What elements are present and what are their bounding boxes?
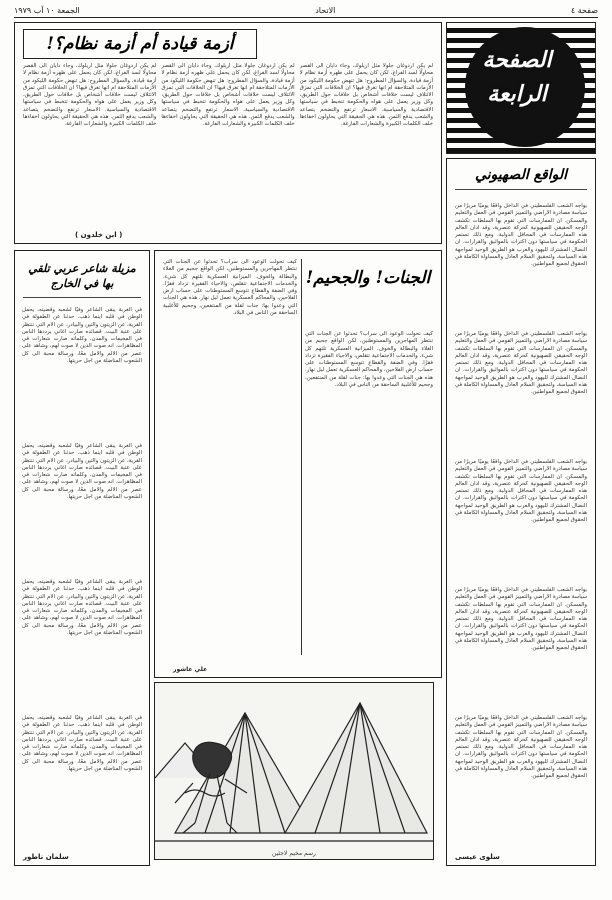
crisis-headline: أزمة قيادة أم أزمة نظام؟! bbox=[46, 34, 234, 54]
crisis-body bbox=[23, 63, 433, 244]
crisis-text-col: لم يكن أردوغان جلولًا مثل أريلوك، وجاء دايان الى القصر محاولًا لسد الفراغ، لكن كان يحمل على ظهره أزمة نظام لا أزمة قيادة، والسؤال المطروح: هل تنهض حكومة الليكود من الأزمات المتلاحقة ام انها تغرق فيها؟ ان الخلافات التي تمزق الائتلاف ليست خلافات أشخاص بل خلافات حول الطريق، وكل وزير يعمل على هواه والحكومة تتخبط في سياستها الاقتصادية والسياسية. الاسعار ترتفع والتضخم يتصاعد والشعب يدفع الثمن. هذه هي الحقيقة التي يحاولون اخفاءها خلف الكلمات الكبيرة والشعارات الفارغة. bbox=[299, 63, 433, 128]
page-header bbox=[14, 4, 598, 16]
masthead-title: الصفحة الرابعة bbox=[482, 47, 552, 107]
poet-text: في الغربة يبقى الشاعر وفيًا لشعبه وقضيته، يحمل الوطن في قلبه اينما ذهب. حدثنا عن الطفولة في القرية، عن الزيتون والتين والبيادر، عن الام التي تنتظر على عتبة البيت. قصائده صارت اغاني يرددها الناس في المخيمات والمدن، وكلماته صارت شعارات في المظاهرات. انه صوت الذين لا صوت لهم، وشاهد على عصر من الالم والامل معًا، ورسالة محبة الى كل الشعوب المناضلة من اجل حريتها. bbox=[22, 443, 142, 501]
cartoon-caption: رسم مخيم لاجئين bbox=[272, 850, 316, 857]
reality-rule bbox=[455, 189, 587, 190]
article-reality bbox=[446, 158, 596, 866]
masthead bbox=[446, 22, 596, 154]
cartoon-illustration bbox=[154, 682, 434, 860]
page-number: صفحة ٤ bbox=[570, 5, 598, 15]
paradise-author: علي عاشور bbox=[173, 666, 208, 673]
crisis-text-col: لم يكن أردوغان جلولًا مثل أريلوك، وجاء دايان الى القصر محاولًا لسد الفراغ، لكن كان يحمل على ظهره أزمة نظام لا أزمة قيادة، والسؤال المطروح: هل تنهض حكومة الليكود من الأزمات المتلاحقة ام انها تغرق فيها؟ ان الخلافات التي تمزق الائتلاف ليست خلافات أشخاص بل خلافات حول الطريق، وكل وزير يعمل على هواه والحكومة تتخبط في سياستها الاقتصادية والسياسية. الاسعار ترتفع والتضخم يتصاعد والشعب يدفع الثمن. هذه هي الحقيقة التي يحاولون اخفاءها خلف الكلمات الكبيرة والشعارات الفارغة. bbox=[23, 63, 157, 128]
article-paradise bbox=[154, 250, 442, 678]
poet-text: في الغربة يبقى الشاعر وفيًا لشعبه وقضيته، يحمل الوطن في قلبه اينما ذهب. حدثنا عن الطفولة في القرية، عن الزيتون والتين والبيادر، عن الام التي تنتظر على عتبة البيت. قصائده صارت اغاني يرددها الناس في المخيمات والمدن، وكلماته صارت شعارات في المظاهرات. انه صوت الذين لا صوت لهم، وشاهد على عصر من الالم والامل معًا، ورسالة محبة الى كل الشعوب المناضلة من اجل حريتها. bbox=[22, 715, 142, 773]
poet-text: في الغربة يبقى الشاعر وفيًا لشعبه وقضيته، يحمل الوطن في قلبه اينما ذهب. حدثنا عن الطفولة في القرية، عن الزيتون والتين والبيادر، عن الام التي تنتظر على عتبة البيت. قصائده صارت اغاني يرددها الناس في المخيمات والمدن، وكلماته صارت شعارات في المظاهرات. انه صوت الذين لا صوت لهم، وشاهد على عصر من الالم والامل معًا، ورسالة محبة الى كل الشعوب المناضلة من اجل حريتها. bbox=[22, 307, 142, 365]
tent-camp-drawing bbox=[155, 683, 433, 859]
article-crisis bbox=[14, 22, 442, 244]
poet-text: في الغربة يبقى الشاعر وفيًا لشعبه وقضيته، يحمل الوطن في قلبه اينما ذهب. حدثنا عن الطفولة في القرية، عن الزيتون والتين والبيادر، عن الام التي تنتظر على عتبة البيت. قصائده صارت اغاني يرددها الناس في المخيمات والمدن، وكلماته صارت شعارات في المظاهرات. انه صوت الذين لا صوت لهم، وشاهد على عصر من الالم والامل معًا، ورسالة محبة الى كل الشعوب المناضلة من اجل حريتها. bbox=[22, 579, 142, 637]
reality-text: يواجه الشعب الفلسطيني في الداخل واقعًا يوميًا مريرًا من سياسة مصادرة الاراضي والتمييز القومي في العمل والتعليم والمسكن. ان الممارسات التي تقوم بها السلطات تكشف الوجه الحقيقي للصهيونية كحركة عنصرية، وقد ادان العالم هذه الممارسات في المحافل الدولية. ومع ذلك تستمر الحكومة في سياستها دون اكتراث بالمواثيق والقرارات. ان النضال المشترك لليهود والعرب هو الطريق الوحيد لمواجهة هذه السياسة، ولتحقيق السلام العادل والمساواة الكاملة في الحقوق لجميع المواطنين. bbox=[455, 203, 587, 268]
reality-author: سلوى عيسى bbox=[455, 853, 500, 861]
paradise-text: كيف تحولت الوعود الى سراب؟ تحدثوا عن الجنات التي تنتظر المهاجرين والمستوطنين، لكن الواقع جحيم من الغلاء والبطالة والخوف. الميزانية العسكرية تلتهم كل شيء، والخدمات الاجتماعية تتقلص، والاحياء الفقيرة تزداد فقرًا. وفي الضفة والقطاع تتوسع المستوطنات على حساب ارض الفلاحين، والمحاكم العسكرية تعمل ليل نهار. هذه هي الجنات التي وعدوا بها: جنات لقلة من المنتفعين، وجحيم للأغلبية الساحقة من الناس في البلاد. bbox=[305, 331, 433, 389]
paper-name: الاتحاد bbox=[315, 5, 336, 15]
crisis-text-col: لم يكن أردوغان جلولًا مثل أريلوك، وجاء دايان الى القصر محاولًا لسد الفراغ، لكن كان يحمل على ظهره أزمة نظام لا أزمة قيادة، والسؤال المطروح: هل تنهض حكومة الليكود من الأزمات المتلاحقة ام انها تغرق فيها؟ ان الخلافات التي تمزق الائتلاف ليست خلافات أشخاص بل خلافات حول الطريق، وكل وزير يعمل على هواه والحكومة تتخبط في سياستها الاقتصادية والسياسية. الاسعار ترتفع والتضخم يتصاعد والشعب يدفع الثمن. هذه هي الحقيقة التي يحاولون اخفاءها خلف الكلمات الكبيرة والشعارات الفارغة. bbox=[161, 63, 295, 128]
poet-author: سلمان ناطور bbox=[23, 853, 69, 861]
poet-rule bbox=[23, 297, 141, 298]
reality-headline: الواقع الصهيوني bbox=[474, 167, 568, 183]
paradise-text: كيف تحولت الوعود الى سراب؟ تحدثوا عن الجنات التي تنتظر المهاجرين والمستوطنين، لكن الواقع جحيم من الغلاء والبطالة والخوف. الميزانية العسكرية تلتهم كل شيء، والخدمات الاجتماعية تتقلص، والاحياء الفقيرة تزداد فقرًا. وفي الضفة والقطاع تتوسع المستوطنات على حساب ارض الفلاحين، والمحاكم العسكرية تعمل ليل نهار. هذه هي الجنات التي وعدوا بها: جنات لقلة من المنتفعين، وجحيم للأغلبية الساحقة من الناس في البلاد. bbox=[163, 259, 297, 317]
header-rule bbox=[14, 17, 598, 18]
reality-text: يواجه الشعب الفلسطيني في الداخل واقعًا يوميًا مريرًا من سياسة مصادرة الاراضي والتمييز القومي في العمل والتعليم والمسكن. ان الممارسات التي تقوم بها السلطات تكشف الوجه الحقيقي للصهيونية كحركة عنصرية، وقد ادان العالم هذه الممارسات في المحافل الدولية. ومع ذلك تستمر الحكومة في سياستها دون اكتراث بالمواثيق والقرارات. ان النضال المشترك لليهود والعرب هو الطريق الوحيد لمواجهة هذه السياسة، ولتحقيق السلام العادل والمساواة الكاملة في الحقوق لجميع المواطنين. bbox=[455, 587, 587, 652]
crisis-author: ( ابن خلدون ) bbox=[75, 231, 123, 239]
reality-text: يواجه الشعب الفلسطيني في الداخل واقعًا يوميًا مريرًا من سياسة مصادرة الاراضي والتمييز القومي في العمل والتعليم والمسكن. ان الممارسات التي تقوم بها السلطات تكشف الوجه الحقيقي للصهيونية كحركة عنصرية، وقد ادان العالم هذه الممارسات في المحافل الدولية. ومع ذلك تستمر الحكومة في سياستها دون اكتراث بالمواثيق والقرارات. ان النضال المشترك لليهود والعرب هو الطريق الوحيد لمواجهة هذه السياسة، ولتحقيق السلام العادل والمساواة الكاملة في الحقوق لجميع المواطنين. bbox=[455, 331, 587, 396]
paradise-divider bbox=[301, 259, 302, 655]
paradise-headline: الجنات! والجحيم! bbox=[305, 268, 431, 288]
issue-date: الجمعة ١٠ آب ١٩٧٩ bbox=[14, 5, 80, 15]
poet-headline: مزيلة شاعر عربي تلقي بها في الخارج bbox=[28, 262, 136, 290]
reality-text: يواجه الشعب الفلسطيني في الداخل واقعًا يوميًا مريرًا من سياسة مصادرة الاراضي والتمييز القومي في العمل والتعليم والمسكن. ان الممارسات التي تقوم بها السلطات تكشف الوجه الحقيقي للصهيونية كحركة عنصرية، وقد ادان العالم هذه الممارسات في المحافل الدولية. ومع ذلك تستمر الحكومة في سياستها دون اكتراث بالمواثيق والقرارات. ان النضال المشترك لليهود والعرب هو الطريق الوحيد لمواجهة هذه السياسة، ولتحقيق السلام العادل والمساواة الكاملة في الحقوق لجميع المواطنين. bbox=[455, 715, 587, 780]
article-poet bbox=[14, 250, 150, 866]
reality-text: يواجه الشعب الفلسطيني في الداخل واقعًا يوميًا مريرًا من سياسة مصادرة الاراضي والتمييز القومي في العمل والتعليم والمسكن. ان الممارسات التي تقوم بها السلطات تكشف الوجه الحقيقي للصهيونية كحركة عنصرية، وقد ادان العالم هذه الممارسات في المحافل الدولية. ومع ذلك تستمر الحكومة في سياستها دون اكتراث بالمواثيق والقرارات. ان النضال المشترك لليهود والعرب هو الطريق الوحيد لمواجهة هذه السياسة، ولتحقيق السلام العادل والمساواة الكاملة في الحقوق لجميع المواطنين. bbox=[455, 459, 587, 524]
crisis-headline-box bbox=[23, 29, 257, 59]
